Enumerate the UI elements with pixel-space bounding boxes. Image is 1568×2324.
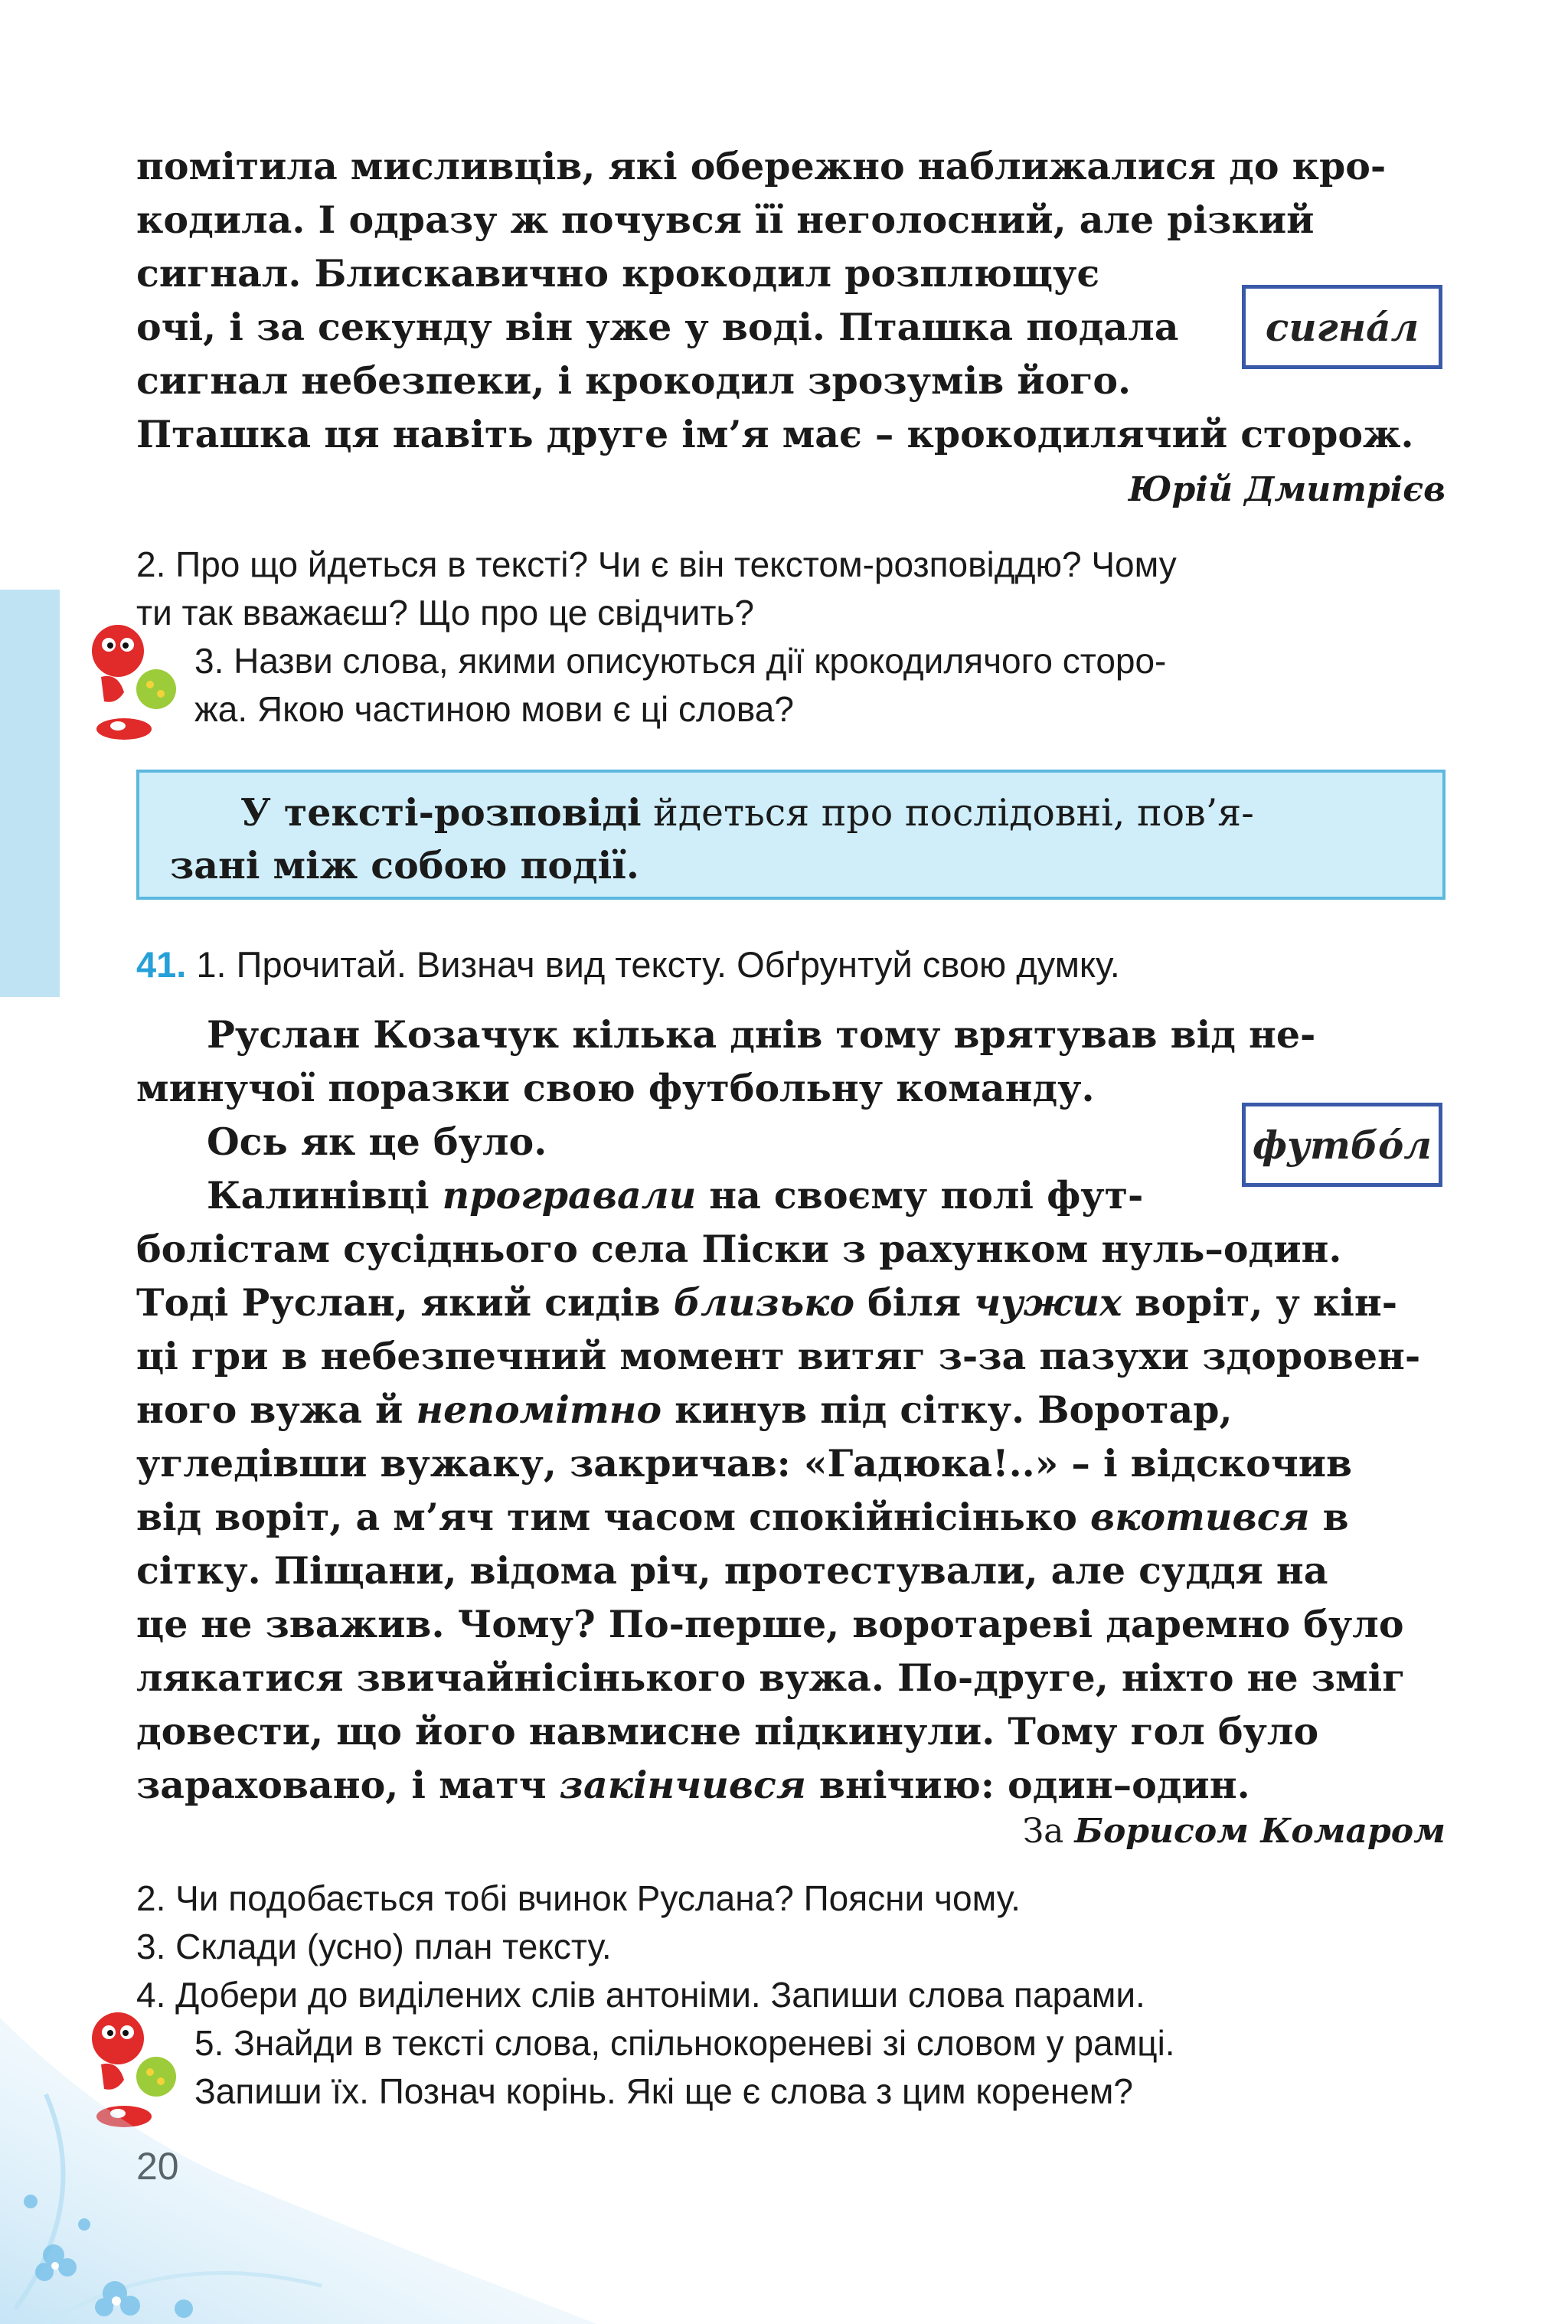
text-line: Тоді Руслан, який сидів близько біля чужих воріт, у кін- bbox=[136, 1280, 1398, 1325]
text-line: сигнал. Блискавично крокодил розплющує bbox=[136, 251, 1100, 296]
vocabulary-word-box: сигнáл bbox=[1242, 285, 1442, 369]
text-line: це не зважив. Чому? По-перше, воротареві даремно було bbox=[136, 1602, 1404, 1646]
side-color-band bbox=[0, 590, 60, 997]
text-line: минучої поразки свою футбольну команду. bbox=[136, 1066, 1095, 1110]
author-signature: За Борисом Комаром bbox=[1022, 1812, 1446, 1851]
text-line: ного вужа й непомітно кинув під сітку. Воротар, bbox=[136, 1388, 1233, 1432]
rule-text-part: У bbox=[240, 790, 284, 835]
text-line: очі, і за секунду він уже у воді. Пташка подала bbox=[136, 305, 1179, 349]
text-line: помітила мисливців, які обережно наближалися до кро- bbox=[136, 144, 1387, 188]
text-line: болістам сусіднього села Піски з рахунком нуль–один. bbox=[136, 1227, 1342, 1271]
exercise-task: 1. Прочитай. Визнач вид тексту. Обґрунтуй свою думку. bbox=[196, 944, 1120, 985]
question-line: Запиши їх. Познач корінь. Які ще є слова з цим коренем? bbox=[194, 2071, 1134, 2111]
text-line: від воріт, а м’яч тим часом спокійнісінько вкотився в bbox=[136, 1495, 1349, 1539]
question-line: 4. Добери до виділених слів антоніми. Запиши слова парами. bbox=[136, 1975, 1145, 2015]
question-line: 2. Чи подобається тобі вчинок Руслана? Поясни чому. bbox=[136, 1878, 1021, 1918]
question-line: ти так вважаєш? Що про це свідчить? bbox=[136, 593, 754, 632]
highlighted-word: чужих bbox=[974, 1280, 1122, 1325]
highlighted-word: закінчився bbox=[559, 1763, 806, 1807]
ladybug-mascot-icon bbox=[70, 619, 193, 749]
exercise-header bbox=[136, 940, 1446, 989]
rule-text-line: зані між собою події. bbox=[170, 843, 639, 887]
author-signature: Юрій Дмитрієв bbox=[1128, 470, 1446, 509]
question-line: 5. Знайди в тексті слова, спільнокореневі зі словом у рамці. bbox=[194, 2023, 1175, 2063]
text-line: сигнал небезпеки, і крокодил зрозумів його. bbox=[136, 358, 1132, 403]
text-line: Пташка ця навіть друге ім’я має – крокодилячий сторож. bbox=[136, 412, 1414, 456]
text-line: лякатися звичайнісінького вужа. По-друге, ніхто не зміг bbox=[136, 1656, 1406, 1700]
highlighted-word: вкотився bbox=[1090, 1495, 1310, 1539]
rule-box bbox=[136, 770, 1446, 900]
text-line: сітку. Піщани, відома річ, протестували, але суддя на bbox=[136, 1548, 1328, 1593]
rule-key-term: тексті-розповіді bbox=[283, 790, 642, 835]
question-line: жа. Якою частиною мови є ці слова? bbox=[194, 689, 794, 729]
text-line: кодила. І одразу ж почувся її неголосний, але різкий bbox=[136, 198, 1315, 242]
exercise-number: 41. bbox=[136, 944, 187, 985]
floral-corner-decoration bbox=[0, 1926, 597, 2324]
question-line: 3. Назви слова, якими описуються дії крокодилячого сторо- bbox=[194, 641, 1167, 681]
text-line: Руслан Козачук кілька днів тому врятував від не- bbox=[207, 1012, 1316, 1057]
highlighted-word: непомітно bbox=[416, 1388, 662, 1432]
rule-text-part: йдеться про послідовні, пов’я- bbox=[641, 791, 1254, 835]
text-line: ці гри в небезпечний момент витяг з-за пазухи здоровен- bbox=[136, 1334, 1421, 1378]
questions-block-1 bbox=[136, 541, 1446, 734]
rule-text bbox=[170, 786, 1412, 839]
question-line: 2. Про що йдеться в тексті? Чи є він текстом-розповіддю? Чому bbox=[136, 544, 1177, 584]
text-line: Калинівці програвали на своєму полі фут- bbox=[207, 1173, 1144, 1218]
highlighted-word: близько bbox=[673, 1280, 855, 1325]
question-line: 3. Склади (усно) план тексту. bbox=[136, 1927, 612, 1966]
text-line: довести, що його навмисне підкинули. Тому гол було bbox=[136, 1709, 1319, 1754]
highlighted-word: програвали bbox=[442, 1173, 697, 1218]
author-name: Борисом Комаром bbox=[1074, 1812, 1446, 1851]
text-line: угледівши вужаку, закричав: «Гадюка!..» – і відскочив bbox=[136, 1441, 1353, 1486]
text-line: Ось як це було. bbox=[207, 1120, 547, 1164]
text-line: зараховано, і матч закінчився внічию: один–один. bbox=[136, 1763, 1250, 1807]
vocabulary-word-box: футбóл bbox=[1242, 1103, 1442, 1187]
